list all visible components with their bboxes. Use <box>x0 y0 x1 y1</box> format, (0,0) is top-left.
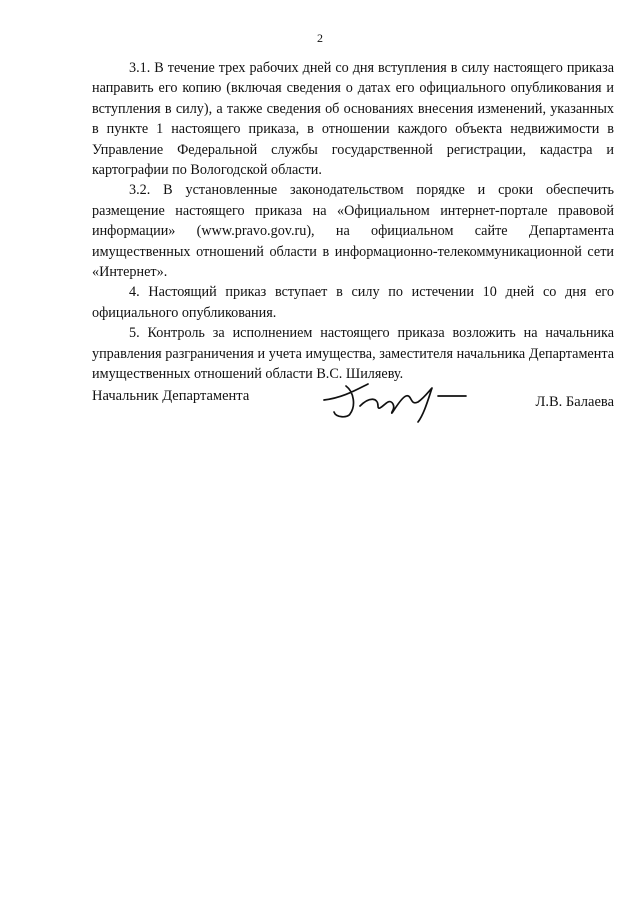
paragraph-3-1: 3.1. В течение трех рабочих дней со дня вступления в силу настоящего приказа направить его копию (включая сведения о датах его официального опубликования и вступления в силу), а также сведения об основаниях внесения изменений, указанных в пункте 1 настоящего приказа, в отношении каждого объекта недвижимости в Управление Федеральной службы государственной регистрации, кадастра и картографии по Вологодской области. <box>92 60 614 179</box>
paragraph-5: 5. Контроль за исполнением настоящего приказа возложить на начальника управления разграничения и учета имущества, заместителя начальника Департамента имущественных отношений области В.С. Шиляеву. <box>92 325 614 383</box>
page-number: 2 <box>317 31 323 45</box>
signatory-name: Л.В. Балаева <box>535 394 614 410</box>
signatory-title: Начальник Департамента <box>92 388 250 404</box>
signature-block <box>92 380 614 430</box>
paragraph-4: 4. Настоящий приказ вступает в силу по истечении 10 дней со дня его официального опубликования. <box>92 284 614 321</box>
handwritten-signature <box>320 376 470 424</box>
paragraph-3-2: 3.2. В установленные законодательством порядке и сроки обеспечить размещение настоящего приказа на «Официальном интернет-портале правовой информации» (www.pravo.gov.ru), на официальном сайте Департамента имущественных отношений области в информационно-телекоммуникационной сети «Интернет». <box>92 182 614 281</box>
document-body <box>92 58 614 385</box>
